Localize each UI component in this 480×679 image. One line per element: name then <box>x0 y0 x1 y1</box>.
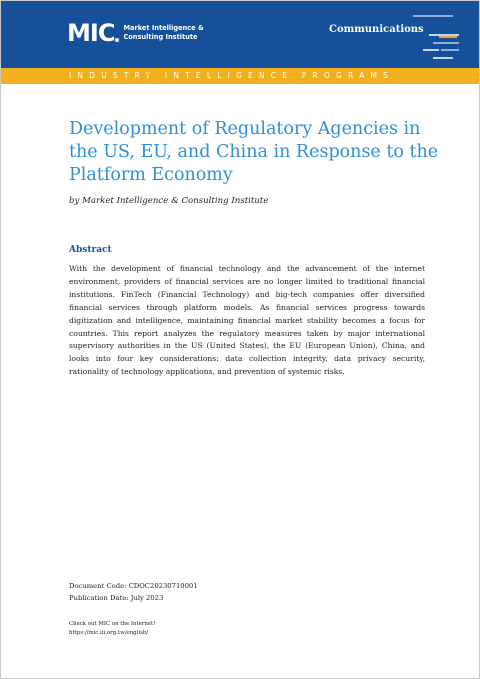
footer-note <box>69 620 155 638</box>
decorative-dash <box>433 42 459 44</box>
abstract-heading: Abstract <box>69 245 112 255</box>
decorative-dash <box>413 15 453 17</box>
category-label: Communications <box>329 24 424 35</box>
logo-dot-icon <box>115 38 119 42</box>
header-bar <box>1 1 479 68</box>
abstract-body: With the development of financial technology and the advancement of the internet environment, providers of financial services are no longer limited to traditional financial institutions. FinTech (Financial Technology) and big-tech companies offer diversified financial services through platform models. As financial services progress towards digitization and intelligence, maintaining financial market stability becomes a focus for countries. This report analyzes the regulatory measures taken by major international supervisory authorities in the US (United States), the EU (European Union), China, and looks into four key considerations: data collection integrity, data privacy security, rationality of technology applications, and prevention of systemic risks. <box>69 264 425 377</box>
footer-url: https://mic.iii.org.tw/english/ <box>69 630 149 636</box>
decorative-dash <box>423 49 439 51</box>
footer-line-1: Check out MIC on the Internet! <box>69 621 156 627</box>
publication-date: Publication Date: July 2023 <box>69 594 164 602</box>
decorative-dash <box>441 49 459 51</box>
report-title: Development of Regulatory Agencies in the US, EU, and China in Response to the Platform Economy <box>69 119 439 185</box>
document-meta <box>69 580 198 604</box>
program-band-text: INDUSTRY INTELLIGENCE PROGRAMS <box>69 71 395 80</box>
mic-logo <box>67 21 204 45</box>
logo-text-line2: Consulting Institute <box>123 33 198 41</box>
program-band <box>1 68 479 84</box>
logo-text <box>123 24 203 42</box>
document-code: Document Code: CDOC20230710001 <box>69 582 198 590</box>
logo-text-line1: Market Intelligence & <box>123 24 204 33</box>
logo-mark: MIC <box>67 19 115 47</box>
decorative-dash <box>439 36 457 38</box>
report-byline: by Market Intelligence & Consulting Institute <box>69 196 269 206</box>
decorative-dash <box>433 57 453 59</box>
